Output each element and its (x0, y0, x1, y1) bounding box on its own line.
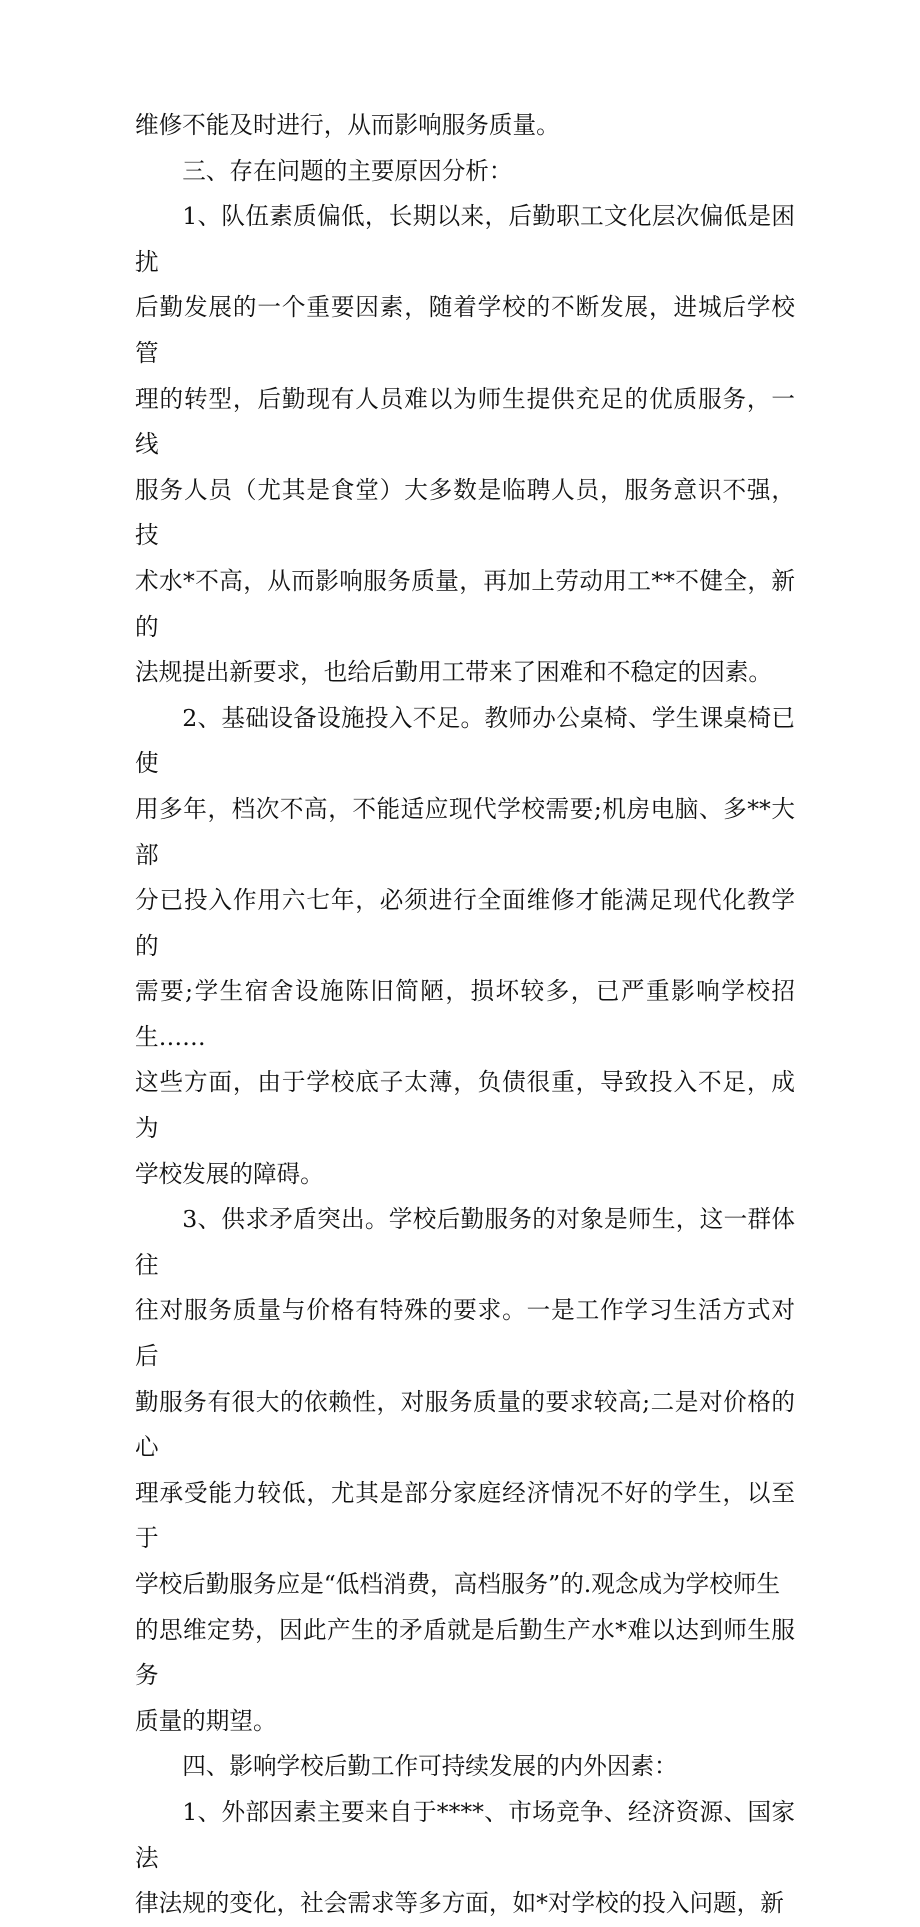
paragraph-item-1 (135, 194, 795, 696)
text-line: 往对服务质量与价格有特殊的要求。一是工作学习生活方式对后 (135, 1296, 795, 1371)
text-line: 服务人员（尤其是食堂）大多数是临聘人员，服务意识不强，技 (135, 475, 795, 550)
text-line: 这些方面，由于学校底子太薄，负债很重，导致投入不足，成为 (135, 1068, 795, 1143)
text-line: 法规提出新要求，也给后勤用工带来了困难和不稳定的因素。 (135, 658, 773, 687)
text-line: 三、存在问题的主要原因分析： (182, 156, 513, 185)
paragraph-continuation (135, 103, 795, 149)
text-line: 质量的期望。 (135, 1706, 277, 1735)
text-line: 后勤发展的一个重要因素，随着学校的不断发展，进城后学校管 (135, 293, 795, 367)
text-line: 四、影响学校后勤工作可持续发展的内外因素： (182, 1752, 678, 1781)
paragraph-item-2 (135, 696, 795, 1198)
text-line: 2、基础设备设施投入不足。教师办公桌椅、学生课桌椅已使 (135, 703, 795, 778)
text-line: 勤服务有很大的依赖性，对服务质量的要求较高;二是对价格的心 (135, 1387, 795, 1462)
text-line: 维修不能及时进行，从而影响服务质量。 (135, 111, 560, 139)
text-line: 理承受能力较低，尤其是部分家庭经济情况不好的学生，以至于 (135, 1478, 795, 1553)
text-line: 3、供求矛盾突出。学校后勤服务的对象是师生，这一群体往 (135, 1205, 795, 1279)
text-line: 的思维定势，因此产生的矛盾就是后勤生产水*难以达到师生服务 (135, 1615, 795, 1690)
section-heading-4 (135, 1744, 795, 1790)
text-line: 用多年，档次不高，不能适应现代学校需要;机房电脑、多**大部 (135, 794, 795, 869)
text-line: 理的转型，后勤现有人员难以为师生提供充足的优质服务，一线 (135, 384, 795, 459)
document-body (135, 103, 795, 1927)
text-line: 术水*不高，从而影响服务质量，再加上劳动用工**不健全，新的 (135, 566, 795, 641)
text-line: 1、队伍素质偏低，长期以来，后勤职工文化层次偏低是困扰 (135, 202, 795, 276)
text-line: 分已投入作用六七年，必须进行全面维修才能满足现代化教学的 (135, 886, 795, 960)
section-heading-3 (135, 149, 795, 195)
paragraph-item-3 (135, 1197, 795, 1744)
paragraph-item-4-1 (135, 1790, 795, 1927)
text-line: 学校发展的障碍。 (135, 1159, 324, 1188)
text-line: 学校后勤服务应是“低档消费，高档服务”的.观念成为学校师生 (135, 1570, 781, 1598)
text-line: 需要;学生宿舍设施陈旧简陋，损坏较多，已严重影响学校招生…… (135, 977, 795, 1051)
text-line: 1、外部因素主要来自于****、市场竞争、经济资源、国家法 (135, 1797, 795, 1872)
text-line: 律法规的变化，社会需求等多方面，如*对学校的投入问题，新 (135, 1889, 784, 1918)
